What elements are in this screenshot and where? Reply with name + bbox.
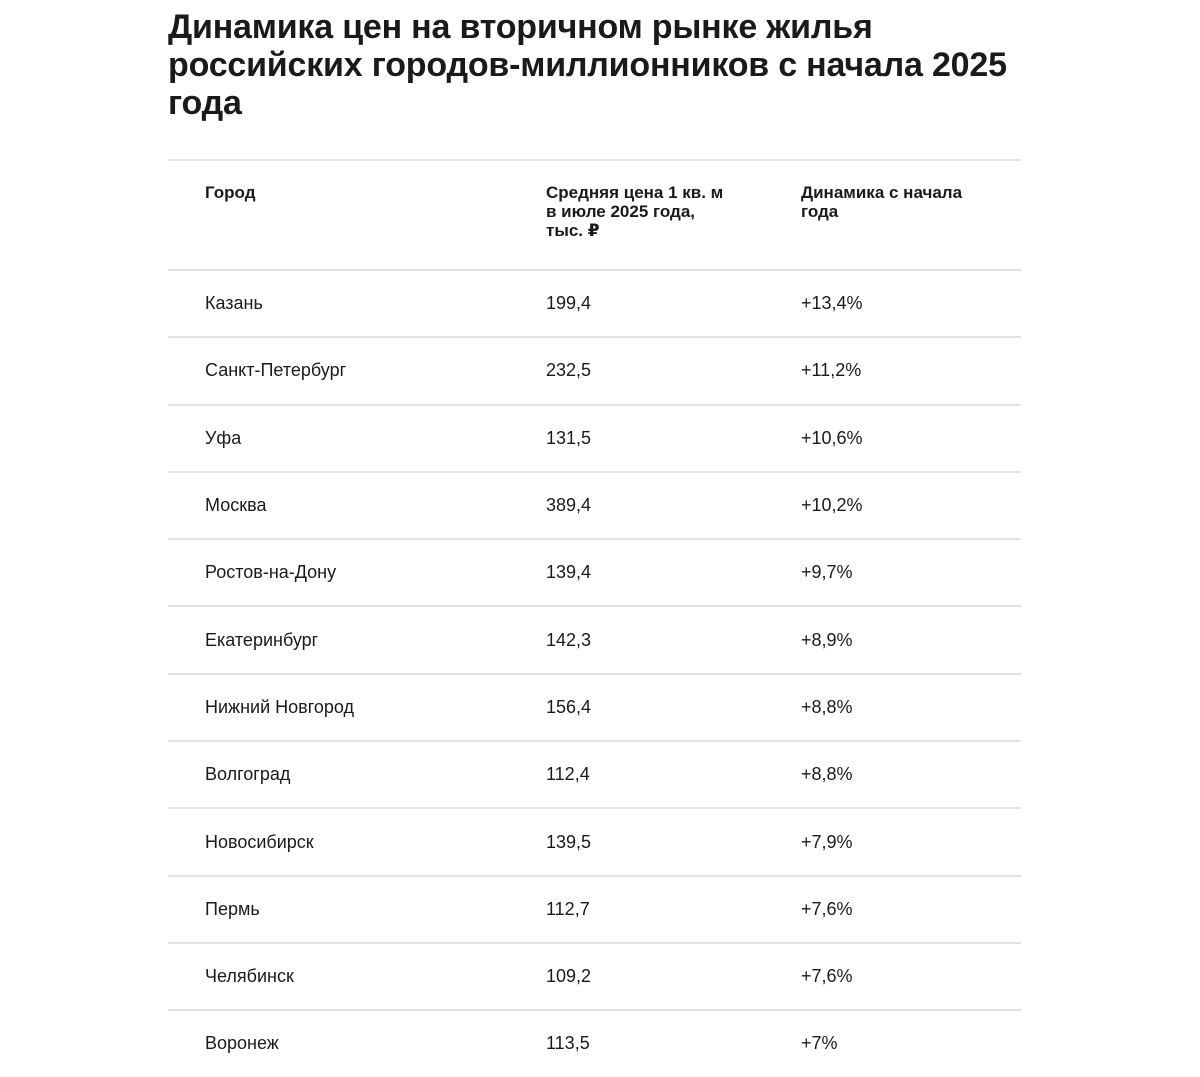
cell-city: Москва (205, 495, 267, 516)
cell-change: +7,9% (801, 831, 853, 852)
table-row (168, 540, 1021, 605)
cell-city: Пермь (205, 898, 260, 919)
cell-change: +8,8% (801, 764, 853, 785)
table-row (168, 473, 1021, 538)
cell-price: 156,4 (546, 696, 592, 717)
header-city: Город (205, 183, 256, 202)
price-table (168, 159, 1021, 1077)
table-row (168, 877, 1021, 942)
cell-price: 142,3 (546, 629, 592, 650)
cell-price: 109,2 (546, 966, 592, 987)
header-price: Средняя цена 1 кв. м в июле 2025 года, тыс. ₽ (546, 183, 724, 240)
cell-city: Санкт-Петербург (205, 360, 347, 381)
cell-price: 131,5 (546, 427, 592, 448)
table-header-row (168, 161, 1021, 269)
table-row (168, 271, 1021, 336)
table-row (168, 742, 1021, 807)
table-row (168, 338, 1021, 403)
cell-change: +7,6% (801, 898, 853, 919)
cell-price: 139,4 (546, 562, 592, 583)
cell-city: Уфа (205, 427, 242, 448)
table-row (168, 1011, 1021, 1076)
header-change: Динамика с начала года (801, 183, 963, 221)
cell-city: Нижний Новгород (205, 696, 355, 717)
table-row (168, 944, 1021, 1009)
cell-change: +9,7% (801, 562, 853, 583)
cell-change: +11,2% (801, 360, 862, 381)
table-row (168, 607, 1021, 672)
page-title: Динамика цен на вторичном рынке жилья российских городов-миллионников с начала 2025 года (168, 8, 1007, 122)
cell-city: Ростов-на-Дону (205, 562, 337, 583)
cell-change: +13,4% (801, 293, 863, 314)
table-row (168, 406, 1021, 471)
cell-city: Новосибирск (205, 831, 314, 852)
cell-city: Екатеринбург (205, 629, 319, 650)
cell-change: +8,8% (801, 696, 853, 717)
cell-price: 199,4 (546, 293, 592, 314)
cell-price: 389,4 (546, 495, 592, 516)
cell-city: Воронеж (205, 1033, 279, 1054)
table-row (168, 675, 1021, 740)
cell-change: +7,6% (801, 966, 853, 987)
cell-price: 139,5 (546, 831, 592, 852)
table-body (168, 269, 1021, 1077)
cell-city: Челябинск (205, 966, 294, 987)
table-row (168, 809, 1021, 874)
cell-change: +10,6% (801, 427, 863, 448)
cell-price: 232,5 (546, 360, 592, 381)
cell-price: 112,7 (546, 898, 590, 919)
cell-change: +10,2% (801, 495, 863, 516)
cell-city: Волгоград (205, 764, 291, 785)
cell-city: Казань (205, 293, 263, 314)
cell-change: +8,9% (801, 629, 853, 650)
cell-price: 112,4 (546, 764, 590, 785)
cell-change: +7% (801, 1033, 838, 1054)
cell-price: 113,5 (546, 1033, 590, 1054)
